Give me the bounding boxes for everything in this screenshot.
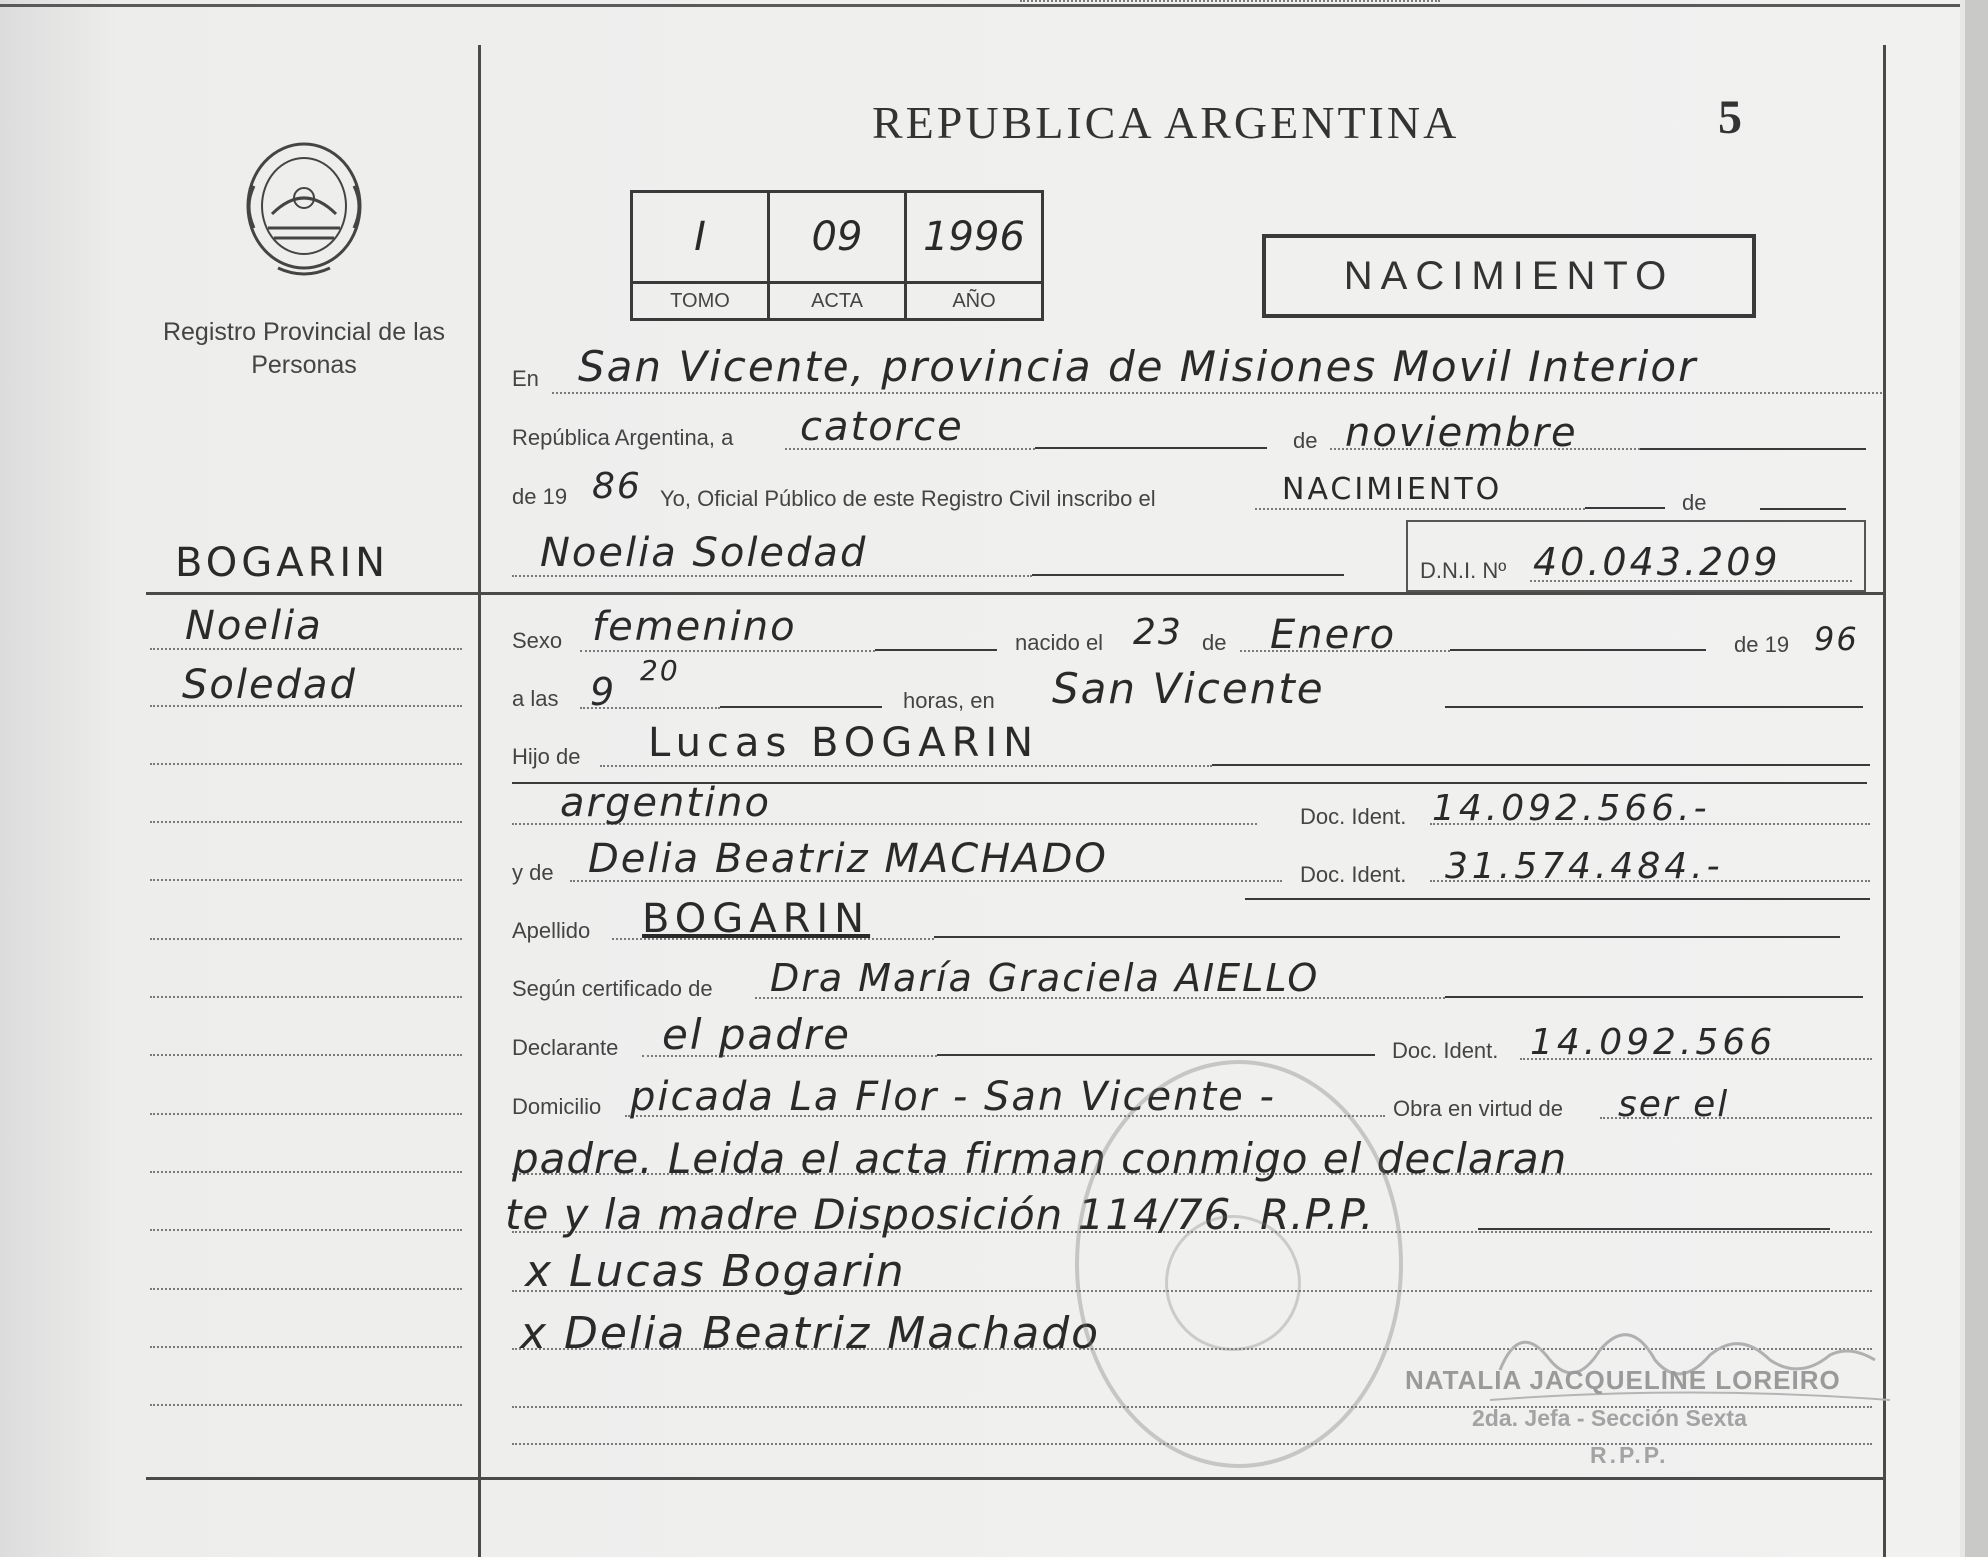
hw-declarant-doc: 14.092.566 (1530, 1022, 1777, 1063)
official-name: NATALIA JACQUELINE LOREIRO (1405, 1365, 1841, 1395)
margin-line (150, 1346, 462, 1348)
line-de-after (1760, 508, 1846, 510)
label-doc-ident-2: Doc. Ident. (1300, 862, 1407, 887)
label-en: En (512, 366, 539, 391)
hw-day: catorce (800, 404, 964, 450)
label-de-year: de 19 (512, 484, 568, 509)
line-month-rest (1640, 448, 1866, 450)
hw-dni: 40.043.209 (1533, 540, 1781, 584)
line-hour-rest (720, 706, 882, 708)
label-de-year-birth: de 19 (1734, 632, 1790, 657)
hw-act-type: NACIMIENTO (1282, 472, 1503, 507)
margin-line (150, 1054, 462, 1056)
hw-birth-year-suffix: 96 (1814, 620, 1859, 658)
margin-line (150, 938, 462, 940)
official-title: 2da. Jefa - Sección Sexta (1472, 1405, 1747, 1431)
margin-first-name-1: Noelia (185, 603, 323, 649)
line-act-type (1255, 508, 1585, 510)
record-type-box: NACIMIENTO (1262, 234, 1756, 318)
label-horas-en: horas, en (903, 688, 995, 713)
hw-certificate-by: Dra María Graciela AIELLO (770, 956, 1320, 1000)
ano-label: AÑO (906, 283, 1043, 320)
label-sexo: Sexo (512, 628, 563, 653)
hw-note-1: padre. Leida el acta firman conmigo el declaran (512, 1134, 1568, 1183)
registry-name: Registro Provincial de las Personas (162, 318, 446, 379)
hw-father: Lucas BOGARIN (648, 720, 1040, 766)
acta-label: ACTA (769, 283, 906, 320)
line-birth-place-rest (1445, 706, 1863, 708)
label-republica-a: República Argentina, a (512, 425, 734, 450)
hw-father-doc: 14.092.566.- (1432, 788, 1711, 829)
hw-declarant: el padre (662, 1010, 852, 1059)
margin-line (150, 648, 462, 650)
hw-hour: 9 (590, 670, 617, 714)
label-declarante: Declarante (512, 1035, 619, 1060)
hw-birth-place: San Vicente (1052, 664, 1325, 713)
line-certificate-rest (1445, 996, 1863, 998)
margin-surname: BOGARIN (175, 540, 390, 586)
page-number: 5 (1718, 91, 1742, 144)
margin-line (150, 1171, 462, 1173)
margin-first-name-2: Soledad (182, 662, 357, 708)
label-de-after: de (1682, 490, 1707, 515)
hw-signature-1: x Lucas Bogarin (525, 1246, 906, 1297)
line-sex (580, 650, 875, 652)
margin-line (150, 1404, 462, 1406)
hw-surname: BOGARIN (642, 896, 871, 942)
hw-minutes: 20 (640, 654, 680, 687)
hw-father-nationality: argentino (560, 780, 771, 826)
margin-line (150, 1113, 462, 1115)
line-father-rest (1212, 764, 1870, 766)
country-title: REPUBLICA ARGENTINA (872, 97, 1460, 148)
margin-line (150, 821, 462, 823)
line-act-type-rest (1585, 507, 1665, 509)
margin-line (150, 1229, 462, 1231)
label-domicilio: Domicilio (512, 1094, 602, 1119)
label-obra-en-virtud: Obra en virtud de (1393, 1096, 1563, 1121)
hw-month: noviembre (1345, 410, 1578, 456)
name-section-rule (146, 592, 1886, 595)
margin-line (150, 763, 462, 765)
margin-line (150, 705, 462, 707)
hw-reason: ser el (1618, 1084, 1730, 1125)
label-de-month: de (1293, 428, 1318, 453)
page-edge (1965, 0, 1988, 1557)
line-name-rest (1032, 574, 1344, 576)
line-surname-rest (934, 936, 1840, 938)
hw-note-2: te y la madre Disposición 114/76. R.P.P. (505, 1190, 1375, 1239)
provincial-seal-icon (232, 136, 376, 284)
hw-mother: Delia Beatriz MACHADO (588, 836, 1108, 882)
line-hour (580, 707, 720, 709)
tomo-value: I (632, 192, 769, 283)
label-doc-ident-1: Doc. Ident. (1300, 804, 1407, 829)
ano-value: 1996 (906, 192, 1043, 283)
hw-signature-2: x Delia Beatriz Machado (520, 1308, 1101, 1359)
hw-address: picada La Flor - San Vicente - (630, 1074, 1276, 1120)
hw-birth-month: Enero (1270, 612, 1397, 658)
hw-mother-doc: 31.574.484.- (1445, 846, 1724, 887)
hw-birth-day: 23 (1133, 612, 1183, 653)
tomo-label: TOMO (632, 283, 769, 320)
official-stamp-center (1165, 1215, 1301, 1351)
line-under-mother (1245, 898, 1870, 900)
line-day-rest (1035, 447, 1267, 449)
line-sex-rest (875, 649, 997, 651)
label-a-las: a las (512, 686, 559, 711)
top-rule (0, 4, 1960, 7)
label-oficial: Yo, Oficial Público de este Registro Civil inscribo el (660, 486, 1156, 511)
line-place (552, 392, 1882, 394)
left-column-divider (478, 45, 481, 1557)
hw-sex: femenino (592, 604, 797, 650)
label-apellido: Apellido (512, 918, 591, 943)
margin-line (150, 879, 462, 881)
official-office: R.P.P. (1590, 1442, 1669, 1468)
label-segun-certificado: Según certificado de (512, 976, 713, 1001)
hw-name: Noelia Soledad (540, 530, 868, 576)
tomo-acta-ano-table (630, 190, 1044, 321)
hw-place: San Vicente, provincia de Misiones Movil Interior (578, 342, 1698, 391)
label-hijo-de: Hijo de (512, 744, 581, 769)
line-birth-place (1020, 0, 1440, 2)
label-de-day: de (1202, 630, 1227, 655)
margin-line (150, 1288, 462, 1290)
line-note-2-rest (1478, 1228, 1830, 1230)
official-signature-icon (1480, 1300, 1900, 1420)
acta-value: 09 (769, 192, 906, 283)
label-nacido-el: nacido el (1015, 630, 1104, 655)
label-doc-ident-3: Doc. Ident. (1392, 1038, 1499, 1063)
line-declarant-rest (937, 1054, 1375, 1056)
line-birth-month-rest (1450, 649, 1706, 651)
hw-year-suffix: 86 (592, 466, 642, 507)
margin-line (150, 996, 462, 998)
label-dni: D.N.I. Nº (1420, 558, 1507, 583)
label-y-de: y de (512, 860, 554, 885)
bottom-rule (146, 1477, 1886, 1480)
